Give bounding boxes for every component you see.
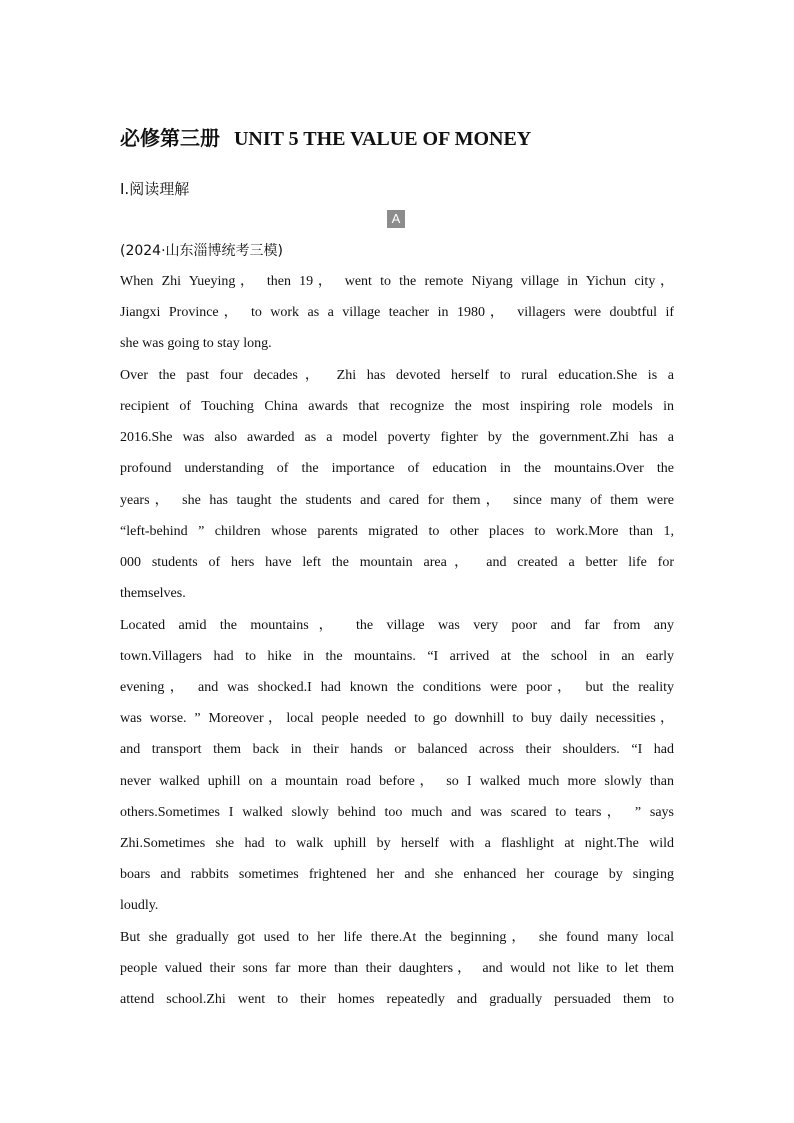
text-line: was worse. ” Moreover，local people needed to go downhill to buy daily necessities， (120, 711, 674, 726)
text-line: recipient of Touching China awards that recognize the most inspiring role models in (120, 399, 674, 414)
text-line: others.Sometimes I walked slowly behind too much and was scared to tears， ” says (120, 805, 674, 820)
passage-badge: A (387, 210, 405, 228)
text-line: attend school.Zhi went to their homes repeatedly and gradually persuaded them to (120, 992, 674, 1007)
title-english: UNIT 5 THE VALUE OF MONEY (233, 128, 532, 150)
text-line: loudly. (120, 898, 159, 913)
text-line: and transport them back in their hands or balanced across their shoulders. “I had (120, 742, 674, 757)
text-line: But she gradually got used to her life there.At the beginning， she found many local (120, 930, 674, 945)
text-line: 2016.She was also awarded as a model poverty fighter by the government.Zhi has a (120, 430, 674, 445)
text-line: town.Villagers had to hike in the mountains. “I arrived at the school in an early (120, 649, 674, 664)
title-chinese: 必修第三册 (120, 126, 220, 150)
page-title (120, 122, 720, 151)
text-line: Zhi.Sometimes she had to walk uphill by herself with a flashlight at night.The wild (120, 836, 674, 851)
text-line: themselves. (120, 586, 186, 601)
text-line: years， she has taught the students and cared for them， since many of them were (120, 493, 674, 508)
passage-source: (2024·山东淄博统考三模) (120, 243, 284, 259)
text-line: evening， and was shocked.I had known the conditions were poor， but the reality (120, 680, 674, 695)
text-line: Jiangxi Province， to work as a village teacher in 1980， villagers were doubtful if (120, 305, 674, 320)
text-line: Over the past four decades， Zhi has devoted herself to rural education.She is a (120, 368, 674, 383)
text-line: 000 students of hers have left the mountain area， and created a better life for (120, 555, 674, 570)
text-line: she was going to stay long. (120, 336, 272, 351)
section-heading: Ⅰ.阅读理解 (120, 180, 190, 198)
text-line: When Zhi Yueying， then 19， went to the remote Niyang village in Yichun city， (120, 274, 674, 289)
text-line: never walked uphill on a mountain road before， so I walked much more slowly than (120, 774, 674, 789)
text-line: “left-behind ” children whose parents migrated to other places to work.More than 1, (120, 524, 674, 539)
text-line: Located amid the mountains， the village was very poor and far from any (120, 618, 674, 633)
text-line: profound understanding of the importance of education in the mountains.Over the (120, 461, 674, 476)
text-line: people valued their sons far more than their daughters， and would not like to let them (120, 961, 674, 976)
text-line: boars and rabbits sometimes frightened her and she enhanced her courage by singing (120, 867, 674, 882)
